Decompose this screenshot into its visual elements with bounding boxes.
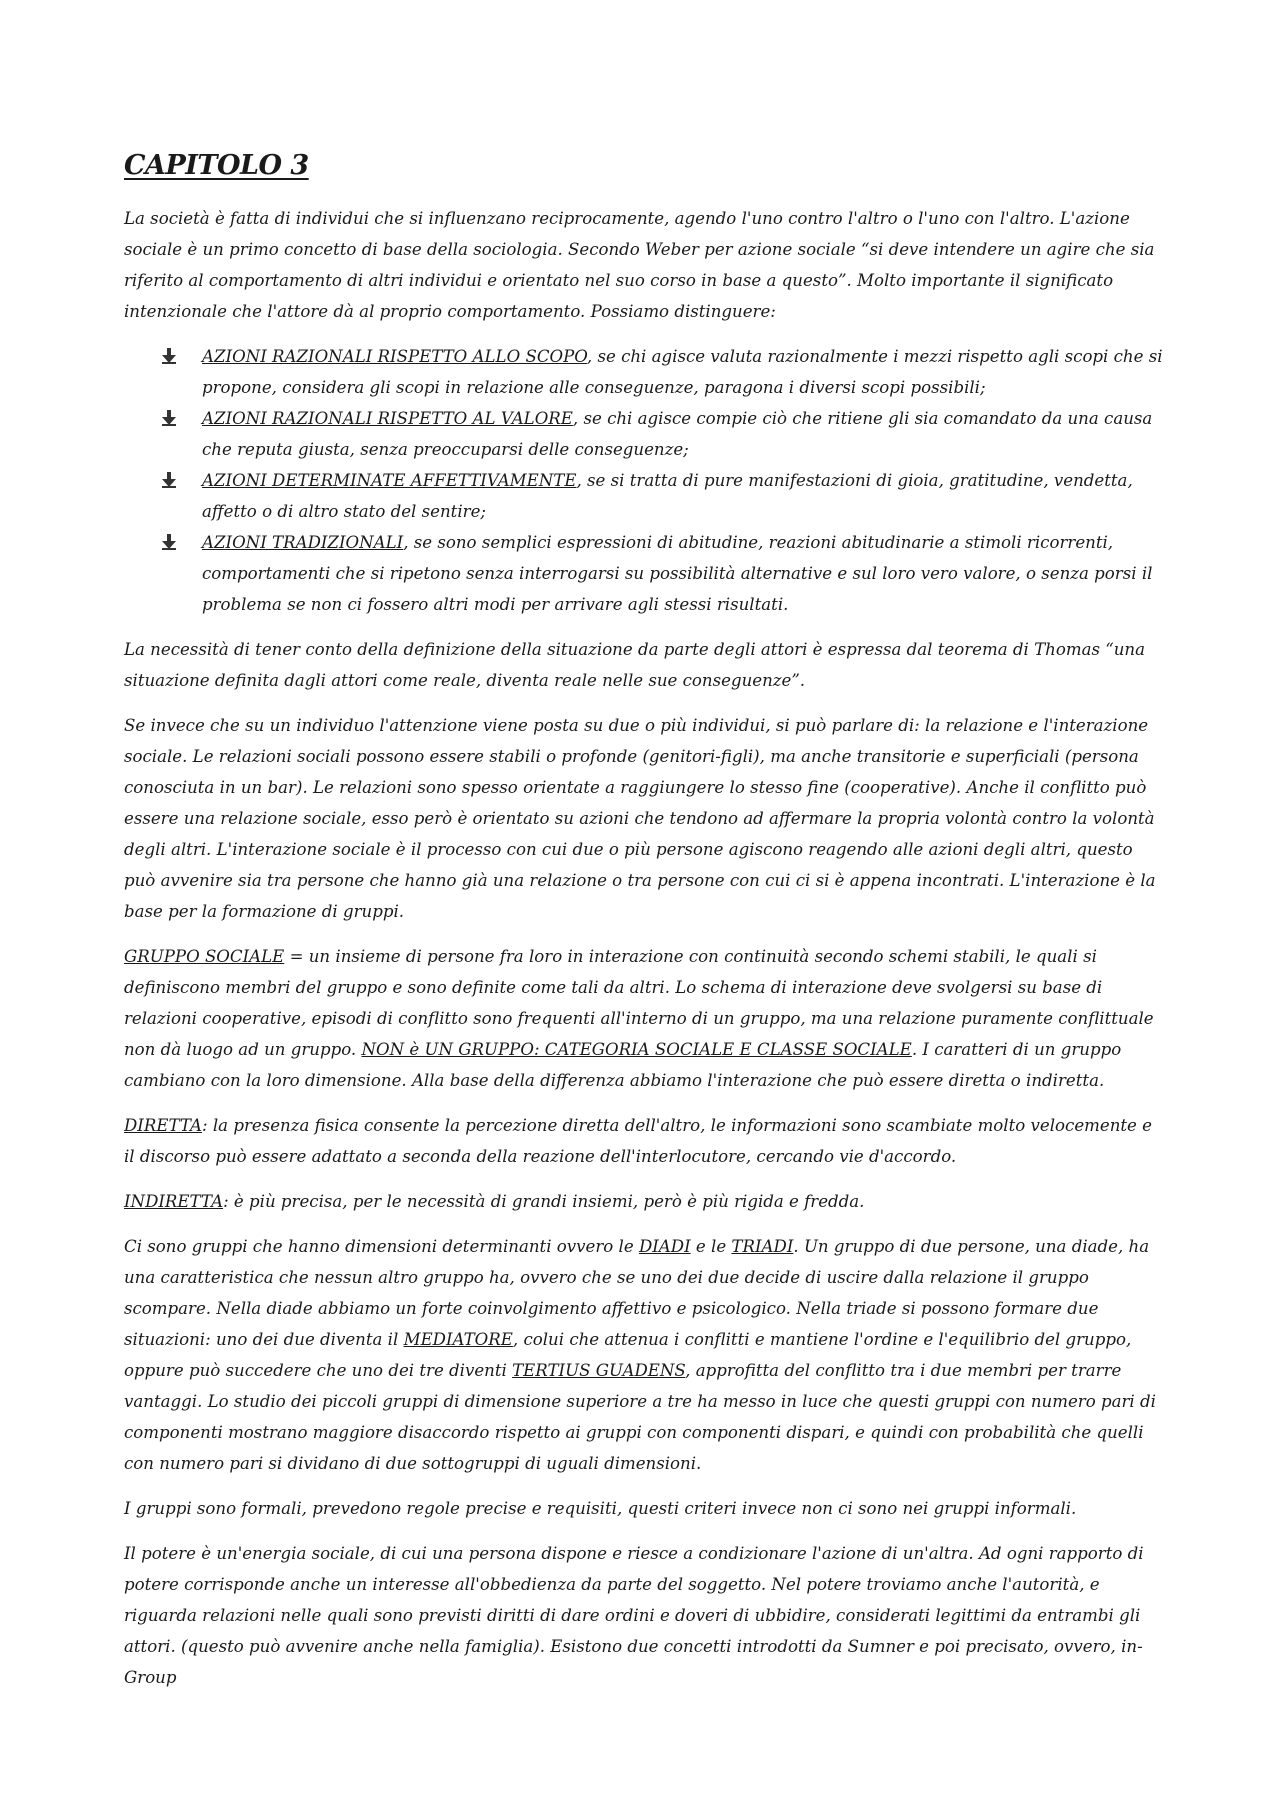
formal-groups-paragraph: I gruppi sono formali, prevedono regole precise e requisiti, questi criteri invece non ci sono nei gruppi informali.	[124, 1499, 1077, 1518]
arrow-down-bullet-icon	[162, 348, 176, 364]
triads-term: TRIADI	[731, 1237, 794, 1256]
bullet-term: AZIONI RAZIONALI RISPETTO ALLO SCOPO	[202, 347, 587, 366]
chapter-title: CAPITOLO 3	[124, 150, 309, 181]
action-types-list	[124, 341, 1164, 620]
social-group-paragraph: GRUPPO SOCIALE = un insieme di persone fra loro in interazione con continuità secondo schemi stabili, le quali si definiscono membri del gruppo e sono definite come tali da altri. Lo schema di interazione deve svolgersi su base di relazioni cooperative, episodi di conflitto sono frequenti all'interno di un gruppo, ma una relazione puramente conflittuale non dà luogo ad un gruppo. NON è UN GRUPPO: CATEGORIA SOCIALE E CLASSE SOCIALE. I caratteri di un gruppo cambiano con la loro dimensione. Alla base della differenza abbiamo l'interazione che può essere diretta o indiretta.	[124, 947, 1154, 1090]
arrow-down-bullet-icon	[162, 472, 176, 488]
document-page	[124, 150, 1164, 1707]
list-item	[202, 465, 1164, 527]
direct-paragraph: DIRETTA: la presenza fisica consente la percezione diretta dell'altro, le informazioni sono scambiate molto velocemente e il discorso può essere adattato a seconda della reazione dell'interlocutore, cercando vie d'accordo.	[124, 1116, 1152, 1166]
list-item	[202, 527, 1164, 620]
indirect-term: INDIRETTA	[124, 1192, 224, 1211]
thomas-paragraph: La necessità di tener conto della definizione della situazione da parte degli attori è espressa dal teorema di Thomas “una situazione definita dagli attori come reale, diventa reale nelle sue conseguenze”.	[124, 640, 1146, 690]
direct-term: DIRETTA	[124, 1116, 202, 1135]
social-group-term: GRUPPO SOCIALE	[124, 947, 285, 966]
dyads-triads-paragraph: Ci sono gruppi che hanno dimensioni determinanti ovvero le DIADI e le TRIADI. Un gruppo di due persone, una diade, ha una caratteristica che nessun altro gruppo ha, ovvero che se uno dei due decide di uscire dalla relazione il gruppo scompare. Nella diade abbiamo un forte coinvolgimento affettivo e psicologico. Nella triade si possono formare due situazioni: uno dei due diventa il MEDIATORE, colui che attenua i conflitti e mantiene l'ordine e l'equilibrio del gruppo, oppure può succedere che uno dei tre diventi TERTIUS GUADENS, approfitta del conflitto tra i due membri per trarre vantaggi. Lo studio dei piccoli gruppi di dimensione superiore a tre ha messo in luce che questi gruppi con numero pari di componenti mostrano maggiore disaccordo rispetto ai gruppi con componenti dispari, e quindi con probabilità che quelli con numero pari si dividano di due sottogruppi di uguali dimensioni.	[124, 1237, 1156, 1473]
bullet-text: , se si tratta di pure manifestazioni di gioia, gratitudine, vendetta, affetto o di altro stato del sentire;	[202, 471, 1133, 521]
not-a-group-term: NON è UN GRUPPO: CATEGORIA SOCIALE E CLASSE SOCIALE	[361, 1040, 912, 1059]
relation-paragraph: Se invece che su un individuo l'attenzione viene posta su due o più individui, si può parlare di: la relazione e l'interazione sociale. Le relazioni sociali possono essere stabili o profonde (genitori-figli), ma anche transitorie e superficiali (persona conosciuta in un bar). Le relazioni sono spesso orientate a raggiungere lo stesso fine (cooperative). Anche il conflitto può essere una relazione sociale, esso però è orientato su azioni che tendono ad affermare la propria volontà contro la volontà degli altri. L'interazione sociale è il processo con cui due o più persone agiscono reagendo alle azioni degli altri, questo può avvenire sia tra persone che hanno già una relazione o tra persone con cui ci si è appena incontrati. L'interazione è la base per la formazione di gruppi.	[124, 716, 1156, 921]
bullet-text: , se sono semplici espressioni di abitudine, reazioni abitudinarie a stimoli ricorrenti, comportamenti che si ripetono senza interrogarsi su possibilità alternative e sul loro vero valore, o senza porsi il problema se non ci fossero altri modi per arrivare agli stessi risultati.	[202, 533, 1153, 614]
bullet-term: AZIONI TRADIZIONALI	[202, 533, 404, 552]
bullet-term: AZIONI DETERMINATE AFFETTIVAMENTE	[202, 471, 577, 490]
arrow-down-bullet-icon	[162, 534, 176, 550]
intro-paragraph: La società è fatta di individui che si influenzano reciprocamente, agendo l'uno contro l'altro o l'uno con l'altro. L'azione sociale è un primo concetto di base della sociologia. Secondo Weber per azione sociale “si deve intendere un agire che sia riferito al comportamento di altri individui e orientato nel suo corso in base a questo”. Molto importante il significato intenzionale che l'attore dà al proprio comportamento. Possiamo distinguere:	[124, 209, 1155, 321]
tertius-term: TERTIUS GUADENS	[512, 1361, 686, 1380]
power-paragraph: Il potere è un'energia sociale, di cui una persona dispone e riesce a condizionare l'azione di un'altra. Ad ogni rapporto di potere corrisponde anche un interesse all'obbedienza da parte del soggetto. Nel potere troviamo anche l'autorità, e riguarda relazioni nelle quali sono previsti diritti di dare ordini e doveri di ubbidire, considerati legittimi da entrambi gli attori. (questo può avvenire anche nella famiglia). Esistono due concetti introdotti da Sumner e poi precisato, ovvero, in-Group	[124, 1544, 1144, 1687]
list-item	[202, 341, 1164, 403]
bullet-text: , se chi agisce compie ciò che ritiene gli sia comandato da una causa che reputa giusta, senza preoccuparsi delle conseguenze;	[202, 409, 1153, 459]
bullet-term: AZIONI RAZIONALI RISPETTO AL VALORE	[202, 409, 573, 428]
mediator-term: MEDIATORE	[403, 1330, 513, 1349]
list-item	[202, 403, 1164, 465]
bullet-text: , se chi agisce valuta razionalmente i mezzi rispetto agli scopi che si propone, considera gli scopi in relazione alle conseguenze, paragona i diversi scopi possibili;	[202, 347, 1163, 397]
dyads-term: DIADI	[638, 1237, 691, 1256]
arrow-down-bullet-icon	[162, 410, 176, 426]
indirect-paragraph: INDIRETTA: è più precisa, per le necessità di grandi insiemi, però è più rigida e fredda.	[124, 1192, 865, 1211]
